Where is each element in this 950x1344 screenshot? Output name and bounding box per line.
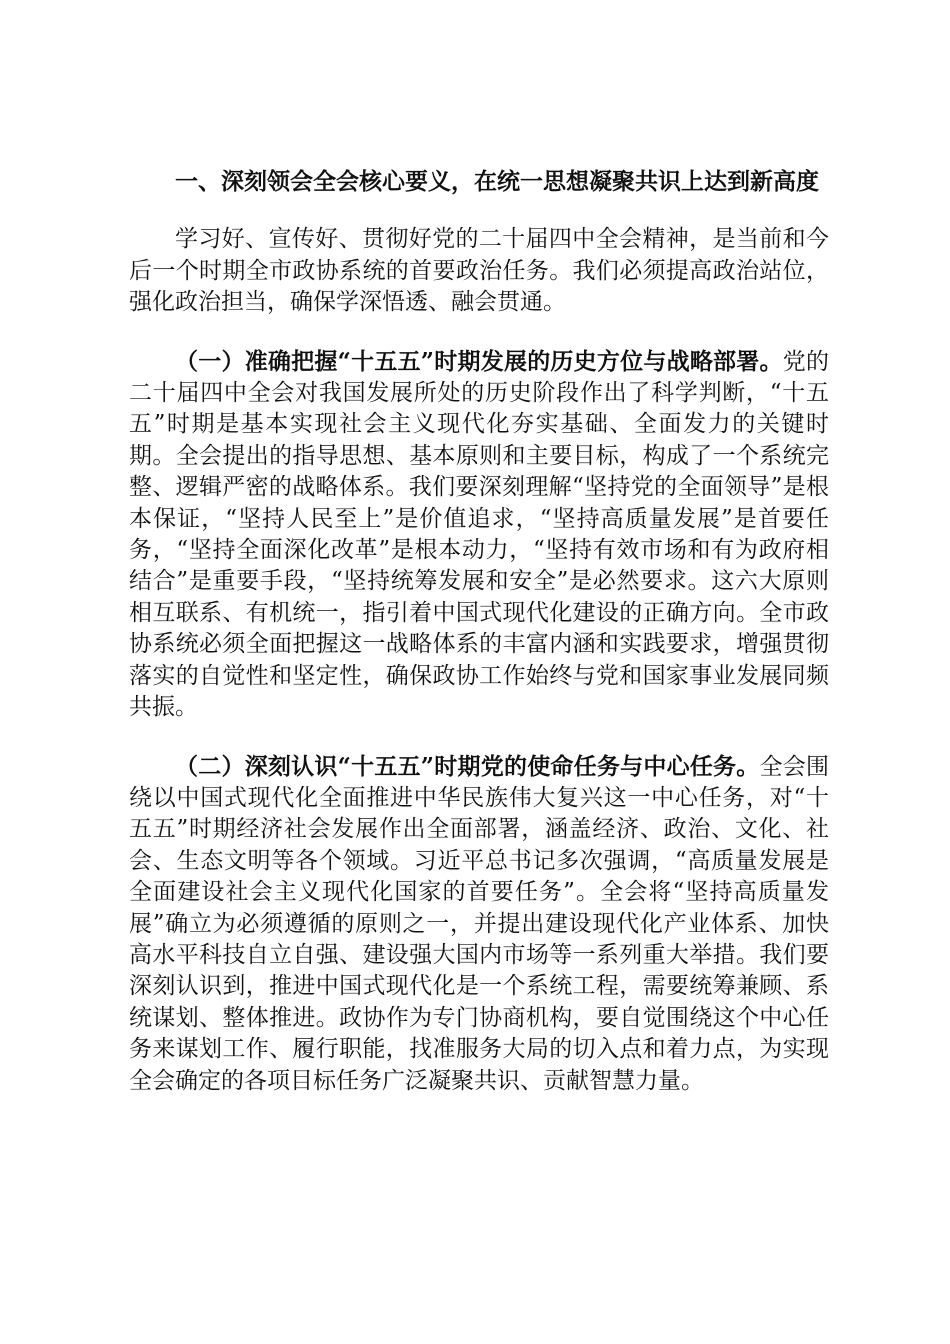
subsection-2-body: 全会围绕以中国式现代化全面推进中华民族伟大复兴这一中心任务，对“十五五”时期经济社会发展作出全面部署，涵盖经济、政治、文化、社会、生态文明等各个领域。习近平总书记多次强调，“高质量发展是全面建设社会主义现代化国家的首要任务”。全会将“坚持高质量发展”确立为必须遵循的原则之一，并提出建设现代化产业体系、加快高水平科技自立自强、建设强大国内市场等一系列重大举措。我们要深刻认识到，推进中国式现代化是一个系统工程，需要统筹兼顾、系统谋划、整体推进。政协作为专门协商机构，要自觉围绕这个中心任务来谋划工作、履行职能，找准服务大局的切入点和着力点，为实现全会确定的各项目标任务广泛凝聚共识、贡献智慧力量。	[129, 753, 829, 1094]
intro-paragraph: 学习好、宣传好、贯彻好党的二十届四中全会精神，是当前和今后一个时期全市政协系统的首要政治任务。我们必须提高政治站位，强化政治担当，确保学深悟透、融会贯通。	[129, 226, 829, 316]
subsection-1-lead: （一）准确把握“十五五”时期发展的历史方位与战略部署。	[175, 347, 783, 375]
subsection-2-paragraph	[129, 751, 829, 1097]
subsection-2-lead: （二）深刻认识“十五五”时期党的使命任务与中心任务。	[175, 752, 760, 780]
document-page	[129, 166, 829, 1124]
subsection-1-body: 党的二十届四中全会对我国发展所处的历史阶段作出了科学判断，“十五五”时期是基本实现社会主义现代化夯实基础、全面发力的关键时期。全会提出的指导思想、基本原则和主要目标，构成了一个系统完整、逻辑严密的战略体系。我们要深刻理解“坚持党的全面领导”是根本保证，“坚持人民至上”是价值追求，“坚持高质量发展”是首要任务，“坚持全面深化改革”是根本动力，“坚持有效市场和有为政府相结合”是重要手段，“坚持统筹发展和安全”是必然要求。这六大原则相互联系、有机统一，指引着中国式现代化建设的正确方向。全市政协系统必须全面把握这一战略体系的丰富内涵和实践要求，增强贯彻落实的自觉性和坚定性，确保政协工作始终与党和国家事业发展同频共振。	[129, 348, 829, 721]
subsection-1-paragraph	[129, 346, 829, 724]
section-heading: 一、深刻领会全会核心要义，在统一思想凝聚共识上达到新高度	[175, 168, 819, 195]
